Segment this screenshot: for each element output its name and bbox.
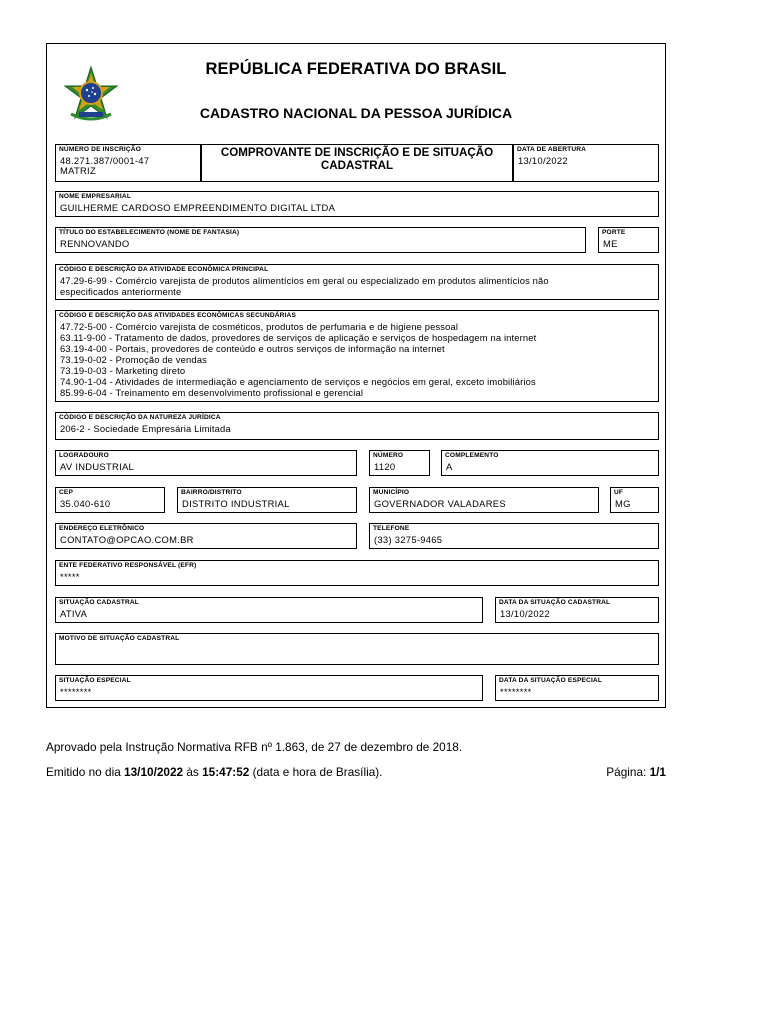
efr: ***** (60, 571, 80, 582)
phone: (33) 3275-9465 (374, 534, 443, 545)
comprovante-title-line2: CADASTRAL (320, 159, 394, 172)
district-box: BAIRRO/DISTRITO DISTRITO INDUSTRIAL (177, 487, 357, 513)
email: CONTATO@OPCAO.COM.BR (60, 534, 194, 545)
cep: 35.040-610 (60, 498, 111, 509)
main-activity-line: especificados anteriormente (60, 286, 182, 297)
inscription-number: 48.271.387/0001-47 (60, 155, 150, 166)
status-date: 13/10/2022 (500, 608, 550, 619)
efr-box: ENTE FEDERATIVO RESPONSÁVEL (EFR) ***** (55, 560, 659, 586)
trade-name-box: TÍTULO DO ESTABELECIMENTO (NOME DE FANTASIA) RENNOVANDO (55, 227, 586, 253)
emission-date: 13/10/2022 (124, 765, 184, 779)
country-title: REPÚBLICA FEDERATIVA DO BRASIL (205, 60, 507, 78)
secondary-activity-line: 73.19-0-02 - Promoção de vendas (60, 354, 207, 365)
main-activity-box: CÓDIGO E DESCRIÇÃO DA ATIVIDADE ECONÔMICA PRINCIPAL 47.29-6-99 - Comércio varejista de produtos alimentícios em geral ou especializado em produtos alimentícios não especificados anteriormente (55, 264, 659, 300)
page-number: 1/1 (649, 765, 666, 779)
phone-box: TELEFONE (33) 3275-9465 (369, 523, 659, 549)
legal-nature: 206-2 - Sociedade Empresária Limitada (60, 423, 231, 434)
comprovante-title-box (201, 144, 513, 182)
company-name-box: NOME EMPRESARIAL GUILHERME CARDOSO EMPREENDIMENTO DIGITAL LTDA (55, 191, 659, 217)
street-box: LOGRADOURO AV INDUSTRIAL (55, 450, 357, 476)
legal-nature-box: CÓDIGO E DESCRIÇÃO DA NATUREZA JURÍDICA 206-2 - Sociedade Empresária Limitada (55, 412, 659, 440)
district: DISTRITO INDUSTRIAL (182, 498, 290, 509)
secondary-activity-line: 74.90-1-04 - Atividades de intermediação e agenciamento de serviços e negócios em geral, exceto imobiliários (60, 376, 536, 387)
opening-date: 13/10/2022 (518, 155, 568, 166)
special-status: ******** (60, 686, 92, 697)
comprovante-title-line1: COMPROVANTE DE INSCRIÇÃO E DE SITUAÇÃO (220, 146, 494, 159)
opening-date-box: DATA DE ABERTURA 13/10/2022 (513, 144, 659, 182)
inscription-number-box: NÚMERO DE INSCRIÇÃO 48.271.387/0001-47 MATRIZ (55, 144, 201, 182)
special-status-box: SITUAÇÃO ESPECIAL ******** (55, 675, 483, 701)
complement-box: COMPLEMENTO A (441, 450, 659, 476)
company-name: GUILHERME CARDOSO EMPREENDIMENTO DIGITAL LTDA (60, 202, 336, 213)
porte-box: PORTE ME (598, 227, 659, 253)
special-status-date: ******** (500, 686, 532, 697)
address-number: 1120 (374, 461, 396, 472)
secondary-activity-line: 63.11-9-00 - Tratamento de dados, provedores de serviços de aplicação e serviços de hospedagem na internet (60, 332, 537, 343)
secondary-activity-line: 73.19-0-03 - Marketing direto (60, 365, 186, 376)
approval-note: Aprovado pela Instrução Normativa RFB nº 1.863, de 27 de dezembro de 2018. (46, 740, 463, 754)
emission-time: 15:47:52 (202, 765, 250, 779)
secondary-activity-line: 47.72-5-00 - Comércio varejista de cosméticos, produtos de perfumaria e de higiene pessoal (60, 321, 459, 332)
secondary-activities-box: CÓDIGO E DESCRIÇÃO DAS ATIVIDADES ECONÔMICAS SECUNDÁRIAS 47.72-5-00 - Comércio varejista de cosméticos, produtos de perfumaria e de higiene pessoal 63.11-9-00 - Tratamento de dados, provedores de serviços de aplicação e serviços de hospedagem na internet 63.19-4-00 - Portais, provedores de conteúdo e outros serviços de informação na internet 73.19-0-02 - Promoção de vendas 73.19-0-03 - Marketing direto 74.90-1-04 - Atividades de intermediação e agenciamento de serviços e negócios em geral, exceto imobiliários 85.99-6-04 - Treinamento em desenvolvimento profissional e gerencial (55, 310, 659, 402)
number-box: NÚMERO 1120 (369, 450, 430, 476)
secondary-activity-line: 85.99-6-04 - Treinamento em desenvolvimento profissional e gerencial (60, 387, 364, 398)
trade-name: RENNOVANDO (60, 238, 130, 249)
registration-status-box: SITUAÇÃO CADASTRAL ATIVA (55, 597, 483, 623)
main-activity-line: 47.29-6-99 - Comércio varejista de produtos alimentícios em geral ou especializado em produtos alimentícios não (60, 275, 549, 286)
inscription-type: MATRIZ (60, 165, 96, 176)
cnpj-document (46, 43, 666, 708)
city-box: MUNICÍPIO GOVERNADOR VALADARES (369, 487, 599, 513)
registration-status: ATIVA (60, 608, 88, 619)
registry-title: CADASTRO NACIONAL DA PESSOA JURÍDICA (199, 105, 513, 121)
uf: MG (615, 498, 631, 509)
cep-box: CEP 35.040-610 (55, 487, 165, 513)
secondary-activity-line: 63.19-4-00 - Portais, provedores de conteúdo e outros serviços de informação na internet (60, 343, 445, 354)
city: GOVERNADOR VALADARES (374, 498, 506, 509)
special-status-date-box: DATA DA SITUAÇÃO ESPECIAL ******** (495, 675, 659, 701)
porte-value: ME (603, 238, 618, 249)
street: AV INDUSTRIAL (60, 461, 135, 472)
status-date-box: DATA DA SITUAÇÃO CADASTRAL 13/10/2022 (495, 597, 659, 623)
uf-box: UF MG (610, 487, 659, 513)
complement: A (446, 461, 453, 472)
page-indicator: Página: 1/1 (606, 765, 666, 779)
emission-note: Emitido no dia 13/10/2022 às 15:47:52 (data e hora de Brasília). (46, 765, 383, 779)
status-reason-box: MOTIVO DE SITUAÇÃO CADASTRAL (55, 633, 659, 665)
email-box: ENDEREÇO ELETRÔNICO CONTATO@OPCAO.COM.BR (55, 523, 357, 549)
